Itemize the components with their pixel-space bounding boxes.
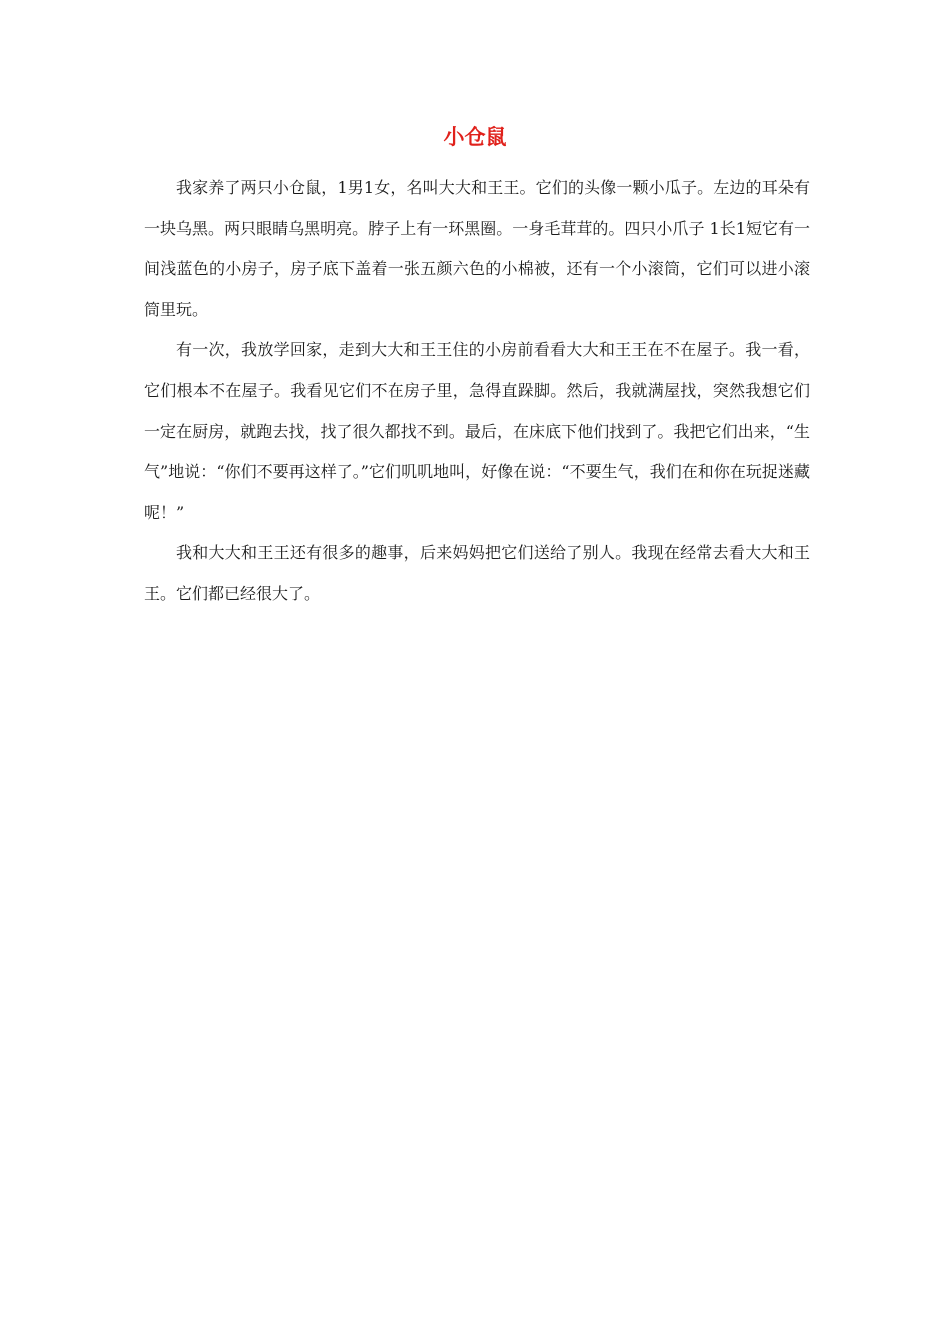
document-title: 小仓鼠 — [443, 124, 507, 149]
paragraph-2: 有一次，我放学回家，走到大大和王王住的小房前看看大大和王王在不在屋子。我一看，它们根本不在屋子。我看见它们不在房子里，急得直跺脚。然后，我就满屋找，突然我想它们一定在厨房，就跑去找，找了很久都找不到。最后，在床底下他们找到了。我把它们出来，“生气”地说：“你们不要再这样了。”它们叽叽地叫，好像在说：“不要生气，我们在和你在玩捉迷藏呢！” — [144, 340, 810, 522]
paragraph-3: 我和大大和王王还有很多的趣事，后来妈妈把它们送给了别人。我现在经常去看大大和王王。它们都已经很大了。 — [144, 543, 810, 603]
document-body — [144, 168, 810, 615]
paragraph-1: 我家养了两只小仓鼠，1男1女，名叫大大和王王。它们的头像一颗小瓜子。左边的耳朵有一块乌黑。两只眼睛乌黑明亮。脖子上有一环黑圈。一身毛茸茸的。四只小爪子 1长1短它有一间浅蓝色的小房子，房子底下盖着一张五颜六色的小棉被，还有一个小滚筒，它们可以进小滚筒里玩。 — [144, 178, 810, 319]
